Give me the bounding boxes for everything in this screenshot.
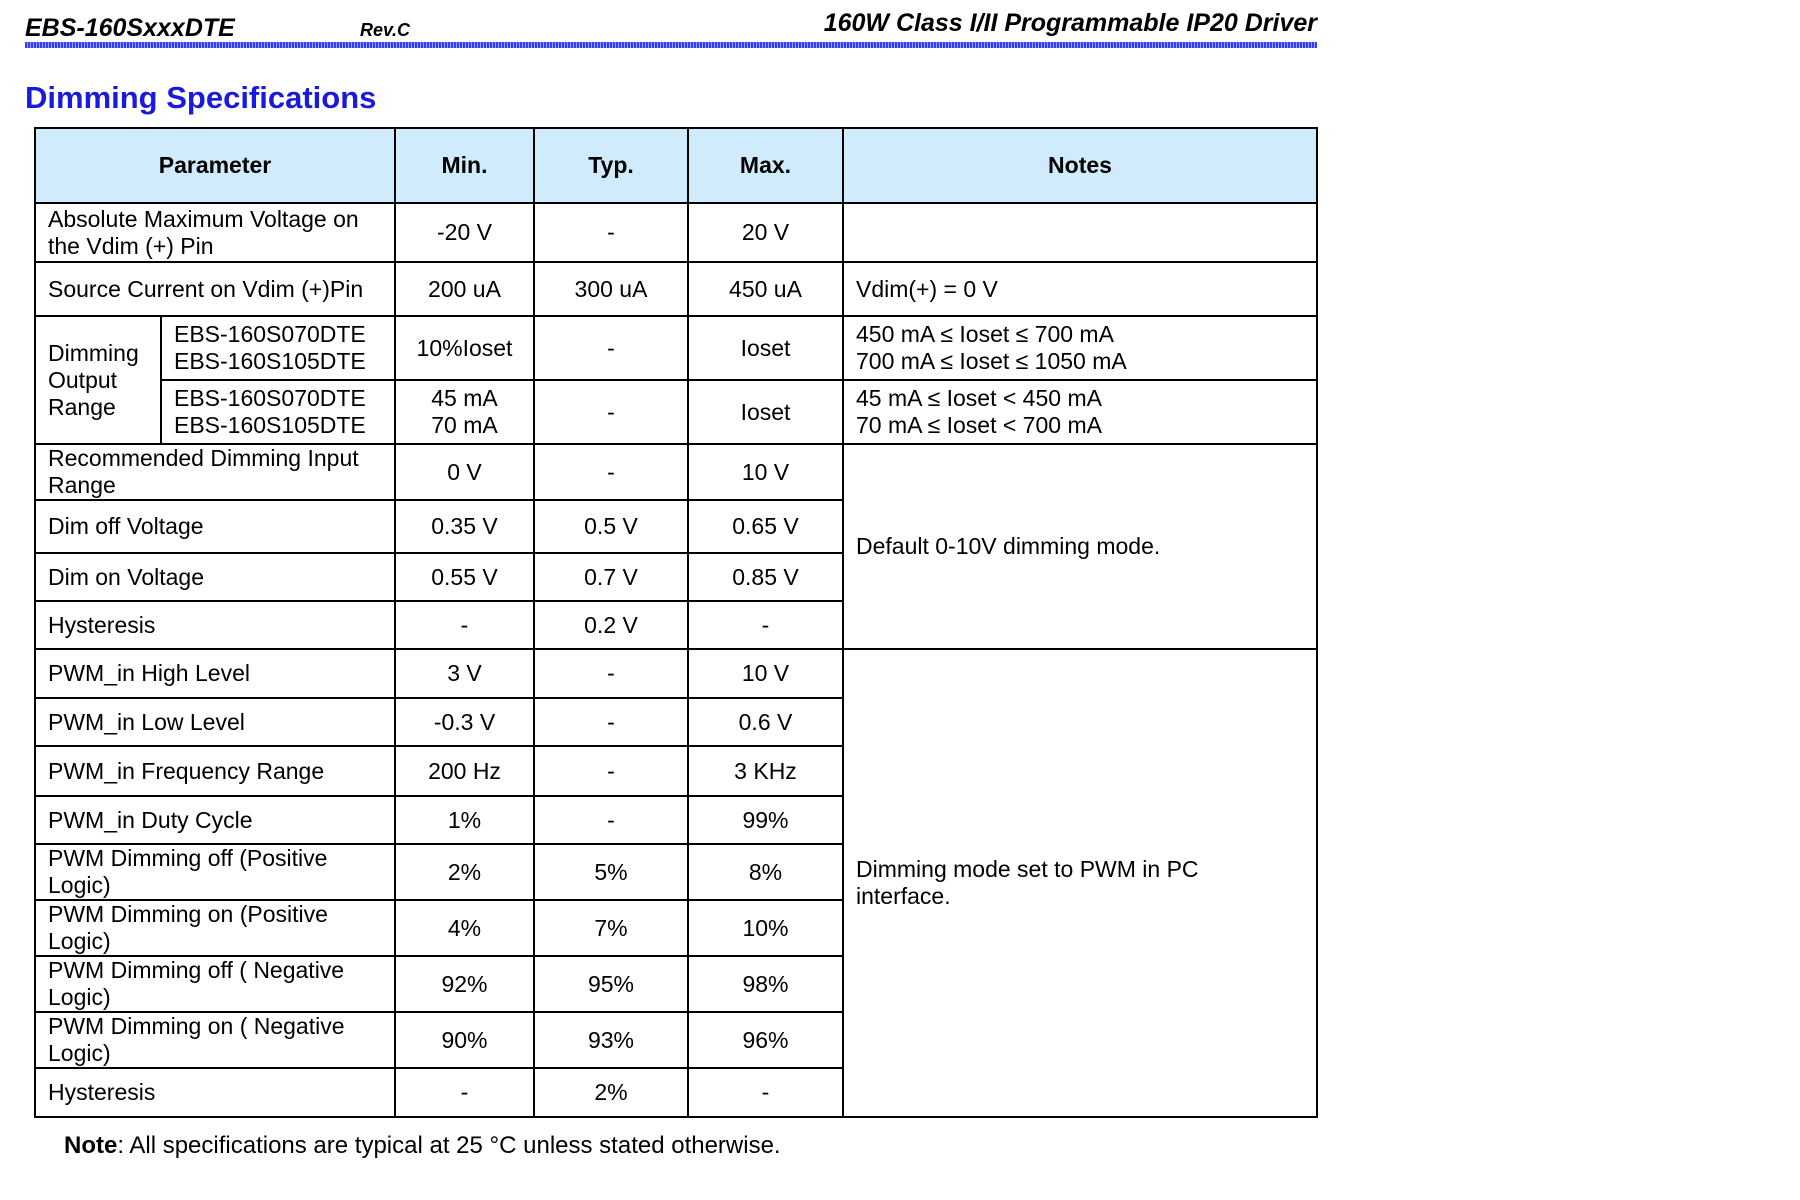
max-cell: 450 uA	[688, 262, 843, 316]
table-row	[35, 316, 1317, 380]
min-cell: 0.35 V	[395, 500, 534, 553]
analog-notes-cell: Default 0-10V dimming mode.	[843, 444, 1317, 649]
param-cell: Dim on Voltage	[35, 553, 395, 601]
max-cell: Ioset	[688, 380, 843, 444]
param-cell: Absolute Maximum Voltage on the Vdim (+) Pin	[35, 203, 395, 262]
typ-cell: -	[534, 316, 688, 380]
pwm-notes-cell: Dimming mode set to PWM in PC interface.	[843, 649, 1317, 1117]
page-header	[25, 8, 1317, 48]
min-cell: 0.55 V	[395, 553, 534, 601]
max-cell: 20 V	[688, 203, 843, 262]
notes-cell: 45 mA ≤ Ioset < 450 mA 70 mA ≤ Ioset < 700 mA	[843, 380, 1317, 444]
dimming-output-range-label: Dimming Output Range	[35, 316, 161, 444]
param-cell: Dim off Voltage	[35, 500, 395, 553]
param-cell: PWM_in Low Level	[35, 698, 395, 746]
min-cell: -	[395, 1068, 534, 1117]
min-cell: 2%	[395, 844, 534, 900]
min-cell: 4%	[395, 900, 534, 956]
param-cell: PWM_in Duty Cycle	[35, 796, 395, 844]
table-row	[35, 380, 1317, 444]
notes-cell	[843, 203, 1317, 262]
min-cell: 92%	[395, 956, 534, 1012]
header-notes: Notes	[843, 128, 1317, 203]
dimming-spec-table	[34, 127, 1318, 1118]
max-cell: 99%	[688, 796, 843, 844]
min-cell: 3 V	[395, 649, 534, 698]
max-cell: 8%	[688, 844, 843, 900]
min-cell: 200 Hz	[395, 746, 534, 796]
typ-cell: -	[534, 796, 688, 844]
min-cell: -20 V	[395, 203, 534, 262]
param-cell: PWM Dimming on (Positive Logic)	[35, 900, 395, 956]
max-cell: 10%	[688, 900, 843, 956]
typ-cell: -	[534, 698, 688, 746]
header-min: Min.	[395, 128, 534, 203]
typ-cell: 300 uA	[534, 262, 688, 316]
param-cell: PWM Dimming on ( Negative Logic)	[35, 1012, 395, 1068]
max-cell: 0.65 V	[688, 500, 843, 553]
typ-cell: 7%	[534, 900, 688, 956]
header-max: Max.	[688, 128, 843, 203]
max-cell: -	[688, 1068, 843, 1117]
footnote	[64, 1132, 781, 1160]
typ-cell: -	[534, 380, 688, 444]
table-row	[35, 444, 1317, 500]
max-cell: 0.6 V	[688, 698, 843, 746]
min-cell: 200 uA	[395, 262, 534, 316]
typ-cell: -	[534, 649, 688, 698]
max-cell: 98%	[688, 956, 843, 1012]
typ-cell: 93%	[534, 1012, 688, 1068]
min-cell: 1%	[395, 796, 534, 844]
notes-cell: 450 mA ≤ Ioset ≤ 700 mA 700 mA ≤ Ioset ≤ 1050 mA	[843, 316, 1317, 380]
typ-cell: 0.2 V	[534, 601, 688, 649]
max-cell: 0.85 V	[688, 553, 843, 601]
typ-cell: -	[534, 444, 688, 500]
table-header-row	[35, 128, 1317, 203]
min-cell: 45 mA 70 mA	[395, 380, 534, 444]
typ-cell: -	[534, 746, 688, 796]
param-cell: PWM Dimming off ( Negative Logic)	[35, 956, 395, 1012]
param-cell: Recommended Dimming Input Range	[35, 444, 395, 500]
section-title: Dimming Specifications	[25, 80, 377, 115]
min-cell: 90%	[395, 1012, 534, 1068]
revision-label: Rev.C	[360, 20, 411, 40]
model-cell: EBS-160S070DTE EBS-160S105DTE	[161, 380, 395, 444]
typ-cell: 2%	[534, 1068, 688, 1117]
typ-cell: 0.7 V	[534, 553, 688, 601]
typ-cell: 5%	[534, 844, 688, 900]
max-cell: Ioset	[688, 316, 843, 380]
typ-cell: 95%	[534, 956, 688, 1012]
table-row	[35, 262, 1317, 316]
max-cell: 10 V	[688, 444, 843, 500]
param-cell: Hysteresis	[35, 1068, 395, 1117]
typ-cell: 0.5 V	[534, 500, 688, 553]
header-rule	[25, 42, 1317, 48]
param-cell: PWM_in Frequency Range	[35, 746, 395, 796]
model-cell: EBS-160S070DTE EBS-160S105DTE	[161, 316, 395, 380]
product-title: 160W Class I/II Programmable IP20 Driver	[823, 9, 1317, 37]
table-row	[35, 203, 1317, 262]
header-parameter: Parameter	[35, 128, 395, 203]
max-cell: -	[688, 601, 843, 649]
model-number: EBS-160SxxxDTE	[25, 14, 235, 42]
min-cell: -	[395, 601, 534, 649]
max-cell: 10 V	[688, 649, 843, 698]
param-cell: Hysteresis	[35, 601, 395, 649]
footnote-text: : All specifications are typical at 25 °C unless stated otherwise.	[117, 1132, 781, 1159]
param-cell: PWM Dimming off (Positive Logic)	[35, 844, 395, 900]
min-cell: 0 V	[395, 444, 534, 500]
notes-cell: Vdim(+) = 0 V	[843, 262, 1317, 316]
param-cell: Source Current on Vdim (+)Pin	[35, 262, 395, 316]
param-cell: PWM_in High Level	[35, 649, 395, 698]
header-typ: Typ.	[534, 128, 688, 203]
table-row	[35, 649, 1317, 698]
max-cell: 96%	[688, 1012, 843, 1068]
footnote-label: Note	[64, 1132, 118, 1159]
max-cell: 3 KHz	[688, 746, 843, 796]
min-cell: 10%Ioset	[395, 316, 534, 380]
typ-cell: -	[534, 203, 688, 262]
min-cell: -0.3 V	[395, 698, 534, 746]
